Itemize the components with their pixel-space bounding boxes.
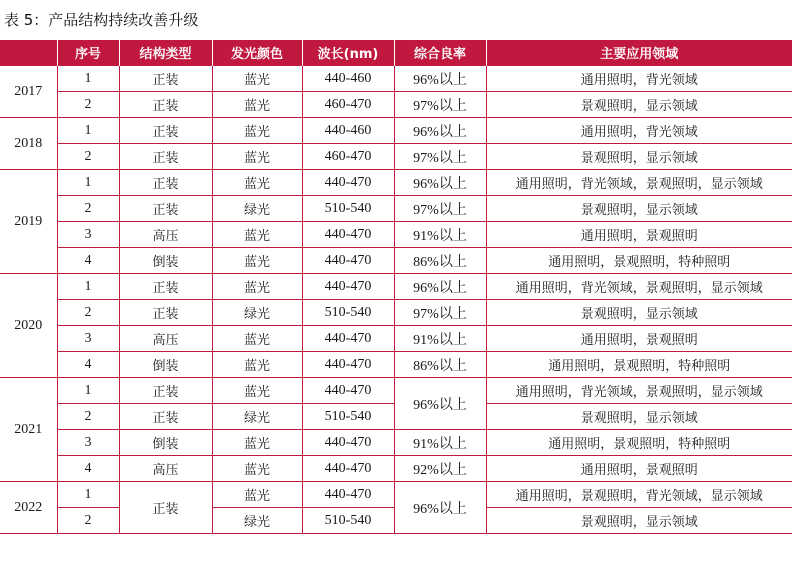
wavelength-cell: 460-470	[302, 92, 394, 118]
wavelength-cell: 440-460	[302, 118, 394, 144]
yield-cell: 91%以上	[394, 430, 486, 456]
application-cell: 通用照明，背光领域，景观照明，显示领域	[486, 170, 792, 196]
table-row	[0, 222, 792, 248]
header-seq: 序号	[57, 40, 119, 66]
structure-type-cell: 正装	[119, 118, 212, 144]
emission-color-cell: 蓝光	[212, 222, 302, 248]
structure-type-cell: 正装	[119, 482, 212, 534]
header-yield: 综合良率	[394, 40, 486, 66]
seq-cell: 1	[57, 274, 119, 300]
table-row	[0, 456, 792, 482]
year-cell: 2020	[0, 274, 57, 378]
emission-color-cell: 蓝光	[212, 248, 302, 274]
emission-color-cell: 绿光	[212, 300, 302, 326]
yield-cell: 86%以上	[394, 352, 486, 378]
seq-cell: 4	[57, 248, 119, 274]
application-cell: 景观照明，显示领域	[486, 144, 792, 170]
table-row	[0, 248, 792, 274]
application-cell: 通用照明，背光领域	[486, 66, 792, 92]
emission-color-cell: 蓝光	[212, 456, 302, 482]
yield-cell: 97%以上	[394, 300, 486, 326]
yield-cell: 97%以上	[394, 196, 486, 222]
structure-type-cell: 倒装	[119, 352, 212, 378]
seq-cell: 2	[57, 508, 119, 534]
structure-type-cell: 正装	[119, 66, 212, 92]
table-row	[0, 482, 792, 508]
yield-cell: 96%以上	[394, 482, 486, 534]
structure-type-cell: 正装	[119, 300, 212, 326]
emission-color-cell: 蓝光	[212, 430, 302, 456]
emission-color-cell: 绿光	[212, 196, 302, 222]
seq-cell: 3	[57, 326, 119, 352]
wavelength-cell: 440-470	[302, 482, 394, 508]
table-row	[0, 300, 792, 326]
table-row	[0, 430, 792, 456]
wavelength-cell: 510-540	[302, 508, 394, 534]
header-year	[0, 40, 57, 66]
emission-color-cell: 蓝光	[212, 326, 302, 352]
seq-cell: 1	[57, 482, 119, 508]
wavelength-cell: 460-470	[302, 144, 394, 170]
application-cell: 景观照明，显示领域	[486, 404, 792, 430]
table-row	[0, 144, 792, 170]
application-cell: 景观照明，显示领域	[486, 196, 792, 222]
year-cell: 2017	[0, 66, 57, 118]
application-cell: 通用照明，景观照明，特种照明	[486, 248, 792, 274]
seq-cell: 1	[57, 118, 119, 144]
structure-type-cell: 正装	[119, 144, 212, 170]
structure-type-cell: 高压	[119, 456, 212, 482]
table-row	[0, 118, 792, 144]
seq-cell: 4	[57, 456, 119, 482]
seq-cell: 4	[57, 352, 119, 378]
yield-cell: 96%以上	[394, 118, 486, 144]
emission-color-cell: 蓝光	[212, 92, 302, 118]
wavelength-cell: 510-540	[302, 404, 394, 430]
emission-color-cell: 蓝光	[212, 352, 302, 378]
application-cell: 景观照明，显示领域	[486, 508, 792, 534]
header-wavelength: 波长(nm)	[302, 40, 394, 66]
table-row	[0, 170, 792, 196]
yield-cell: 96%以上	[394, 378, 486, 430]
wavelength-cell: 440-470	[302, 326, 394, 352]
emission-color-cell: 蓝光	[212, 144, 302, 170]
structure-type-cell: 正装	[119, 170, 212, 196]
wavelength-cell: 440-470	[302, 248, 394, 274]
emission-color-cell: 蓝光	[212, 482, 302, 508]
emission-color-cell: 绿光	[212, 508, 302, 534]
application-cell: 通用照明，景观照明，特种照明	[486, 352, 792, 378]
year-cell: 2019	[0, 170, 57, 274]
seq-cell: 3	[57, 222, 119, 248]
structure-type-cell: 正装	[119, 404, 212, 430]
table-row	[0, 274, 792, 300]
yield-cell: 86%以上	[394, 248, 486, 274]
seq-cell: 1	[57, 378, 119, 404]
yield-cell: 97%以上	[394, 144, 486, 170]
emission-color-cell: 蓝光	[212, 118, 302, 144]
application-cell: 通用照明，景观照明，特种照明	[486, 430, 792, 456]
header-emission-color: 发光颜色	[212, 40, 302, 66]
emission-color-cell: 蓝光	[212, 378, 302, 404]
wavelength-cell: 440-470	[302, 352, 394, 378]
seq-cell: 2	[57, 92, 119, 118]
table-caption: 表 5：产品结构持续改善升级	[4, 11, 199, 29]
application-cell: 通用照明，背光领域，景观照明，显示领域	[486, 274, 792, 300]
structure-type-cell: 正装	[119, 274, 212, 300]
year-cell: 2022	[0, 482, 57, 534]
wavelength-cell: 440-470	[302, 222, 394, 248]
yield-cell: 96%以上	[394, 170, 486, 196]
application-cell: 通用照明，景观照明	[486, 326, 792, 352]
table-row	[0, 66, 792, 92]
application-cell: 景观照明，显示领域	[486, 92, 792, 118]
application-cell: 通用照明，背光领域，景观照明，显示领域	[486, 378, 792, 404]
seq-cell: 2	[57, 196, 119, 222]
wavelength-cell: 510-540	[302, 300, 394, 326]
seq-cell: 2	[57, 300, 119, 326]
yield-cell: 92%以上	[394, 456, 486, 482]
year-cell: 2021	[0, 378, 57, 482]
table-row	[0, 326, 792, 352]
wavelength-cell: 510-540	[302, 196, 394, 222]
product-structure-table	[0, 40, 792, 534]
table-row	[0, 352, 792, 378]
year-cell: 2018	[0, 118, 57, 170]
structure-type-cell: 高压	[119, 222, 212, 248]
table-body	[0, 66, 792, 534]
header-row	[0, 40, 792, 66]
yield-cell: 91%以上	[394, 222, 486, 248]
table-row	[0, 378, 792, 404]
application-cell: 通用照明，景观照明	[486, 456, 792, 482]
application-cell: 通用照明，背光领域	[486, 118, 792, 144]
header-application: 主要应用领域	[486, 40, 792, 66]
wavelength-cell: 440-460	[302, 66, 394, 92]
structure-type-cell: 倒装	[119, 248, 212, 274]
emission-color-cell: 蓝光	[212, 170, 302, 196]
seq-cell: 2	[57, 144, 119, 170]
emission-color-cell: 蓝光	[212, 274, 302, 300]
table-row	[0, 92, 792, 118]
table-row	[0, 196, 792, 222]
yield-cell: 91%以上	[394, 326, 486, 352]
emission-color-cell: 蓝光	[212, 66, 302, 92]
seq-cell: 1	[57, 66, 119, 92]
structure-type-cell: 正装	[119, 92, 212, 118]
wavelength-cell: 440-470	[302, 456, 394, 482]
wavelength-cell: 440-470	[302, 170, 394, 196]
wavelength-cell: 440-470	[302, 378, 394, 404]
application-cell: 通用照明，景观照明，背光领域，显示领域	[486, 482, 792, 508]
yield-cell: 96%以上	[394, 66, 486, 92]
seq-cell: 3	[57, 430, 119, 456]
yield-cell: 96%以上	[394, 274, 486, 300]
wavelength-cell: 440-470	[302, 430, 394, 456]
yield-cell: 97%以上	[394, 92, 486, 118]
header-structure-type: 结构类型	[119, 40, 212, 66]
structure-type-cell: 倒装	[119, 430, 212, 456]
wavelength-cell: 440-470	[302, 274, 394, 300]
structure-type-cell: 高压	[119, 326, 212, 352]
emission-color-cell: 绿光	[212, 404, 302, 430]
application-cell: 景观照明，显示领域	[486, 300, 792, 326]
structure-type-cell: 正装	[119, 196, 212, 222]
structure-type-cell: 正装	[119, 378, 212, 404]
application-cell: 通用照明，景观照明	[486, 222, 792, 248]
seq-cell: 1	[57, 170, 119, 196]
seq-cell: 2	[57, 404, 119, 430]
